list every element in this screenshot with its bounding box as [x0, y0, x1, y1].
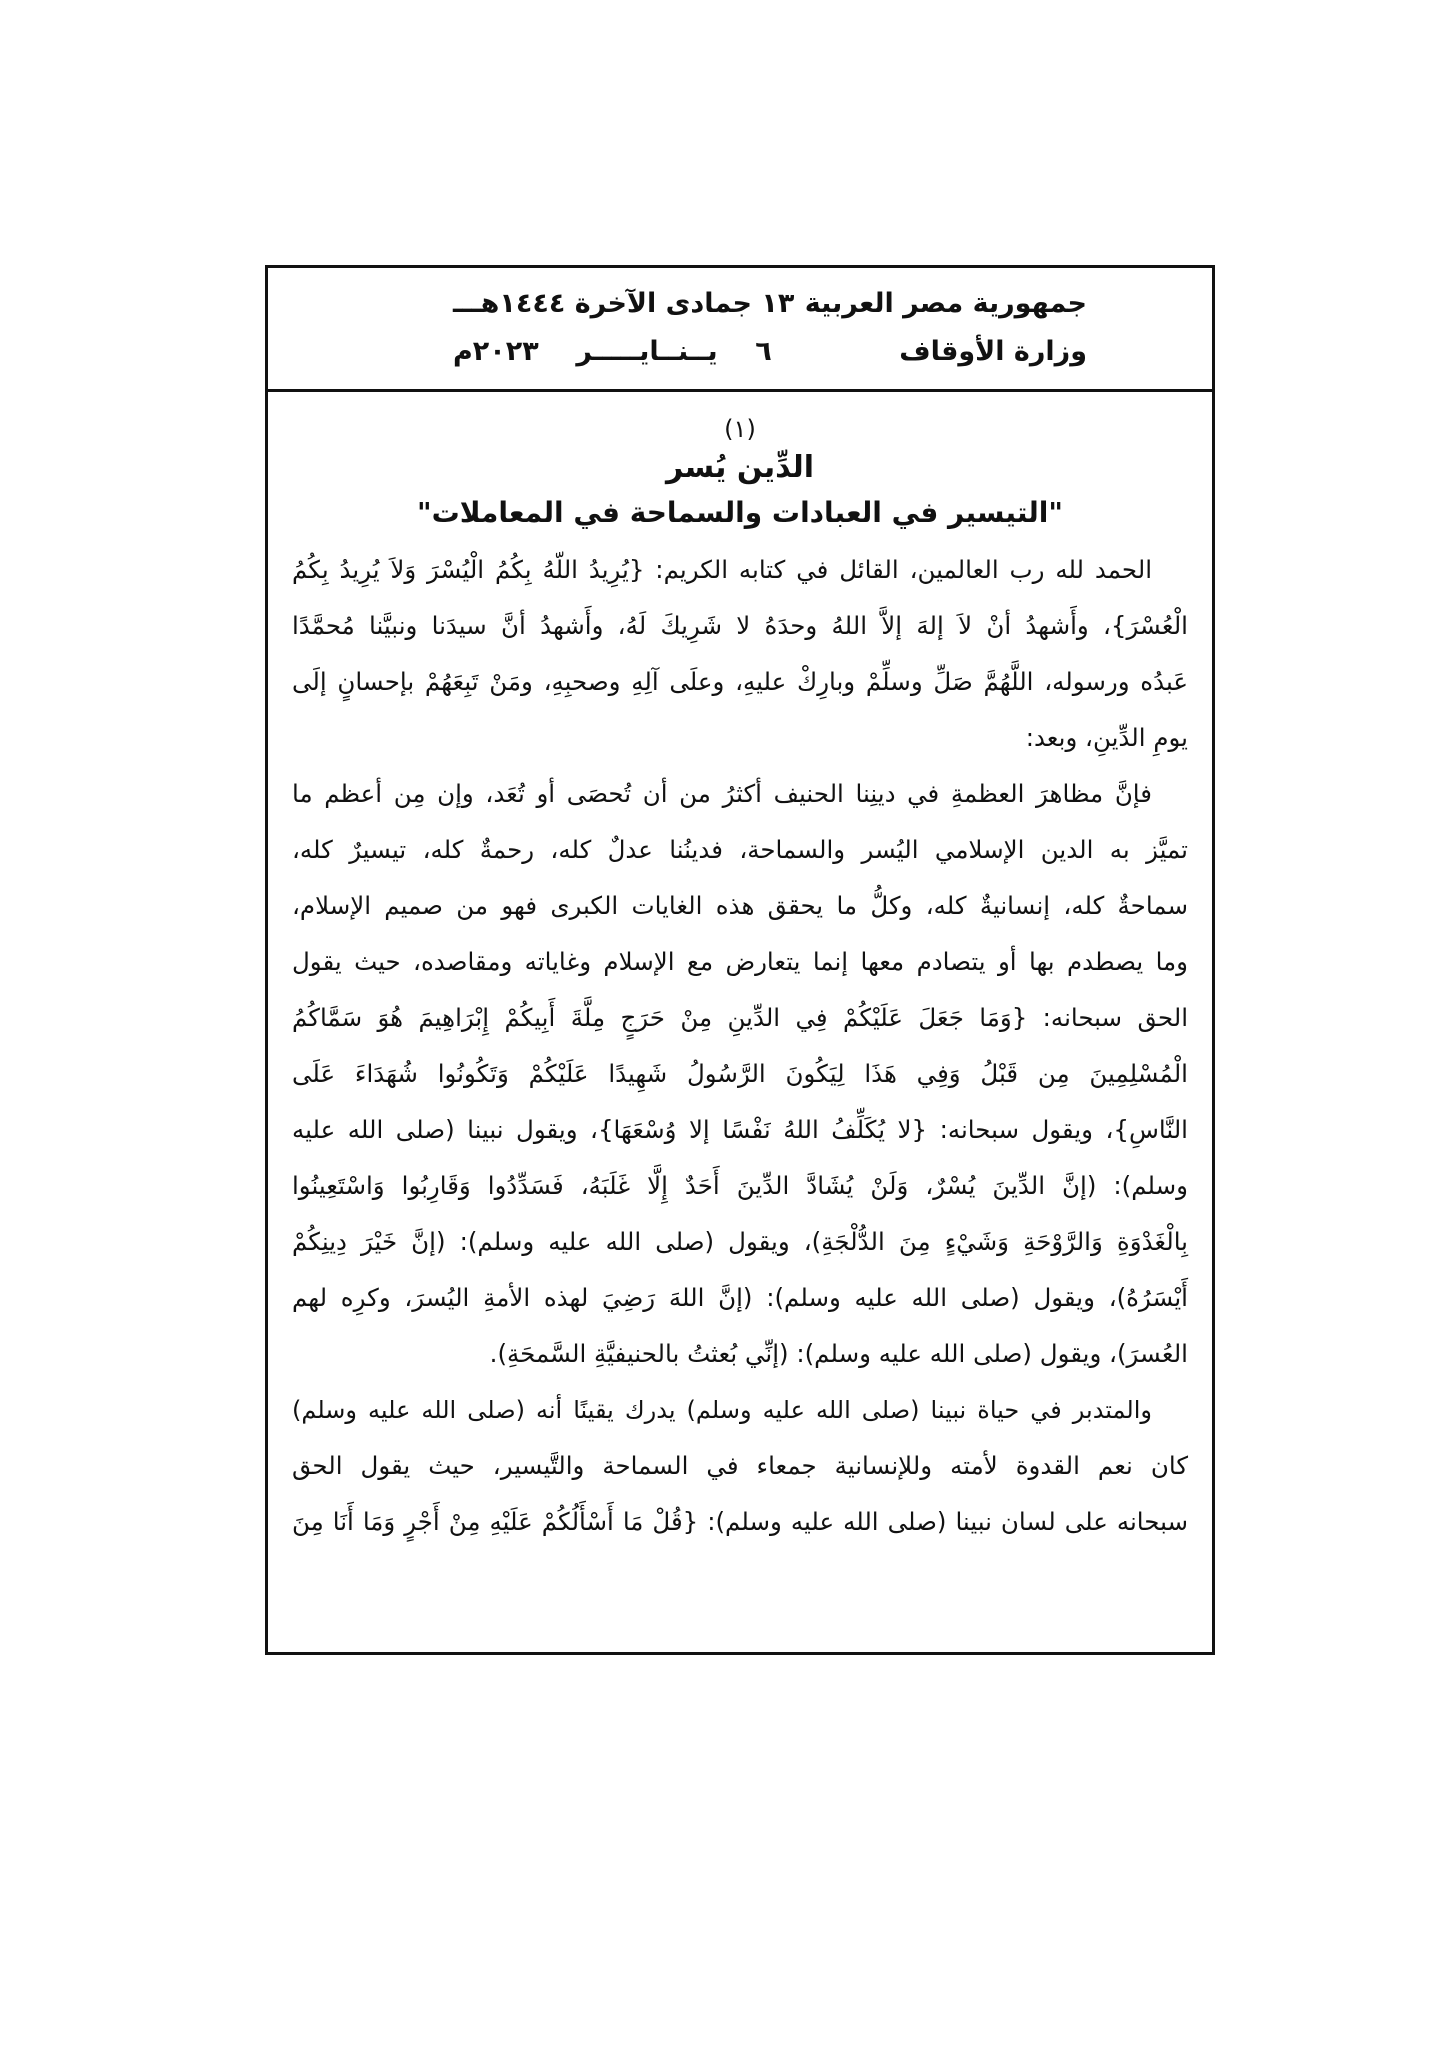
text-line: سماحةٌ كله، إنسانيةٌ كله، وكلُّ ما يحقق هذه الغايات الكبرى فهو من صميم الإسلام،	[292, 891, 1188, 920]
hijri-date: ١٣ جمادى الآخرة ١٤٤٤هـــ	[453, 288, 795, 319]
text-line: بِالْغَدْوَةِ وَالرَّوْحَةِ وَشَيْءٍ مِنَ الدُّلْجَةِ)، ويقول (صلى الله عليه وسلم): (إنَّ خَيْرَ دِينِكُمْ	[292, 1227, 1188, 1256]
paragraph-3	[292, 1382, 1188, 1550]
page-subtitle: "التيسير في العبادات والسماحة في المعاملات"	[417, 496, 1063, 529]
text-line: العُسرَ)، ويقول (صلى الله عليه وسلم): (إنِّي بُعثتُ بالحنيفيَّةِ السَّمحَةِ).	[489, 1339, 1188, 1368]
text-line: أَيْسَرُهُ)، ويقول (صلى الله عليه وسلم): (إنَّ اللهَ رَضِيَ لهذه الأمةِ اليُسرَ، وكرِه لهم	[292, 1283, 1188, 1312]
text-line: عَبدُه ورسوله، اللَّهُمَّ صَلِّ وسلِّمْ وبارِكْ عليهِ، وعلَى آلِهِ وصحبِهِ، ومَنْ تَبِعَهُمْ بإحسانٍ إلَى	[292, 667, 1188, 696]
text-line: والمتدبر في حياة نبينا (صلى الله عليه وسلم) يدرك يقينًا أنه (صلى الله عليه وسلم)	[292, 1396, 1152, 1424]
text-line: الْمُسْلِمِينَ مِن قَبْلُ وَفِي هَذَا لِيَكُونَ الرَّسُولُ شَهِيدًا عَلَيْكُمْ وَتَكُونُوا شُهَدَاءَ عَلَى	[292, 1059, 1188, 1088]
document-header	[268, 268, 1212, 392]
paragraph-1	[292, 542, 1188, 766]
text-line: سبحانه على لسان نبينا (صلى الله عليه وسلم): {قُلْ مَا أَسْأَلُكُمْ عَلَيْهِ مِنْ أَجْرٍ وَمَا أَنَا مِنَ	[292, 1507, 1188, 1536]
text-line: فإنَّ مظاهرَ العظمةِ في دينِنا الحنيف أكثرُ من أن تُحصَى أو تُعَد، وإن مِن أعظم ما	[292, 779, 1152, 808]
gregorian-date	[453, 336, 772, 367]
text-line: النَّاسِ}، ويقول سبحانه: {لا يُكَلِّفُ اللهُ نَفْسًا إلا وُسْعَهَا}، ويقول نبينا (صلى الله عليه	[292, 1115, 1188, 1144]
text-line: يومِ الدِّينِ، وبعد:	[1025, 723, 1188, 752]
gregorian-month: يــنــايـــــر	[576, 336, 718, 367]
gregorian-year: ٢٠٢٣م	[453, 336, 539, 367]
document-frame	[265, 265, 1215, 1655]
text-line: الْعُسْرَ}، وأَشهدُ أنْ لاَ إلهَ إلاَّ اللهُ وحدَهُ لا شَرِيكَ لَهُ، وأَشهدُ أنَّ سيدَنا ونبيَّنا مُحمَّدًا	[292, 611, 1188, 640]
page-title: الدِّين يُسر	[665, 450, 815, 485]
text-line: الحق سبحانه: {وَمَا جَعَلَ عَلَيْكُمْ فِي الدِّينِ مِنْ حَرَجٍ مِلَّةَ أَبِيكُمْ إِبْرَاهِيمَ هُوَ سَمَّاكُمُ	[292, 1003, 1188, 1032]
paragraph-2	[292, 766, 1188, 1382]
gregorian-day: ٦	[755, 336, 772, 367]
section-number: (١)	[724, 415, 756, 443]
header-row-top	[413, 288, 1087, 319]
text-line: كان نعم القدوة لأمته وللإنسانية جمعاء في السماحة والتَّيسير، حيث يقول الحق	[292, 1451, 1188, 1480]
country-name: جمهورية مصر العربية	[804, 288, 1087, 319]
text-line: وما يصطدم بها أو يتصادم معها إنما يتعارض مع الإسلام وغاياته ومقاصده، حيث يقول	[292, 947, 1188, 976]
text-line: الحمد لله رب العالمين، القائل في كتابه الكريم: {يُرِيدُ اللّهُ بِكُمُ الْيُسْرَ وَلاَ يُرِيدُ بِكُمُ	[292, 555, 1152, 584]
text-line: تميَّز به الدين الإسلامي اليُسر والسماحة، فدينُنا عدلٌ كله، رحمةٌ كله، تيسيرٌ كله،	[292, 835, 1188, 864]
ministry-name: وزارة الأوقاف	[899, 336, 1087, 367]
text-line: وسلم): (إنَّ الدِّينَ يُسْرٌ، وَلَنْ يُشَادَّ الدِّينَ أَحَدٌ إِلَّا غَلَبَهُ، فَسَدِّدُوا وَقَارِبُوا وَاسْتَعِينُوا	[292, 1171, 1188, 1200]
header-row-bottom	[413, 336, 1087, 367]
document-body	[268, 392, 1212, 1550]
